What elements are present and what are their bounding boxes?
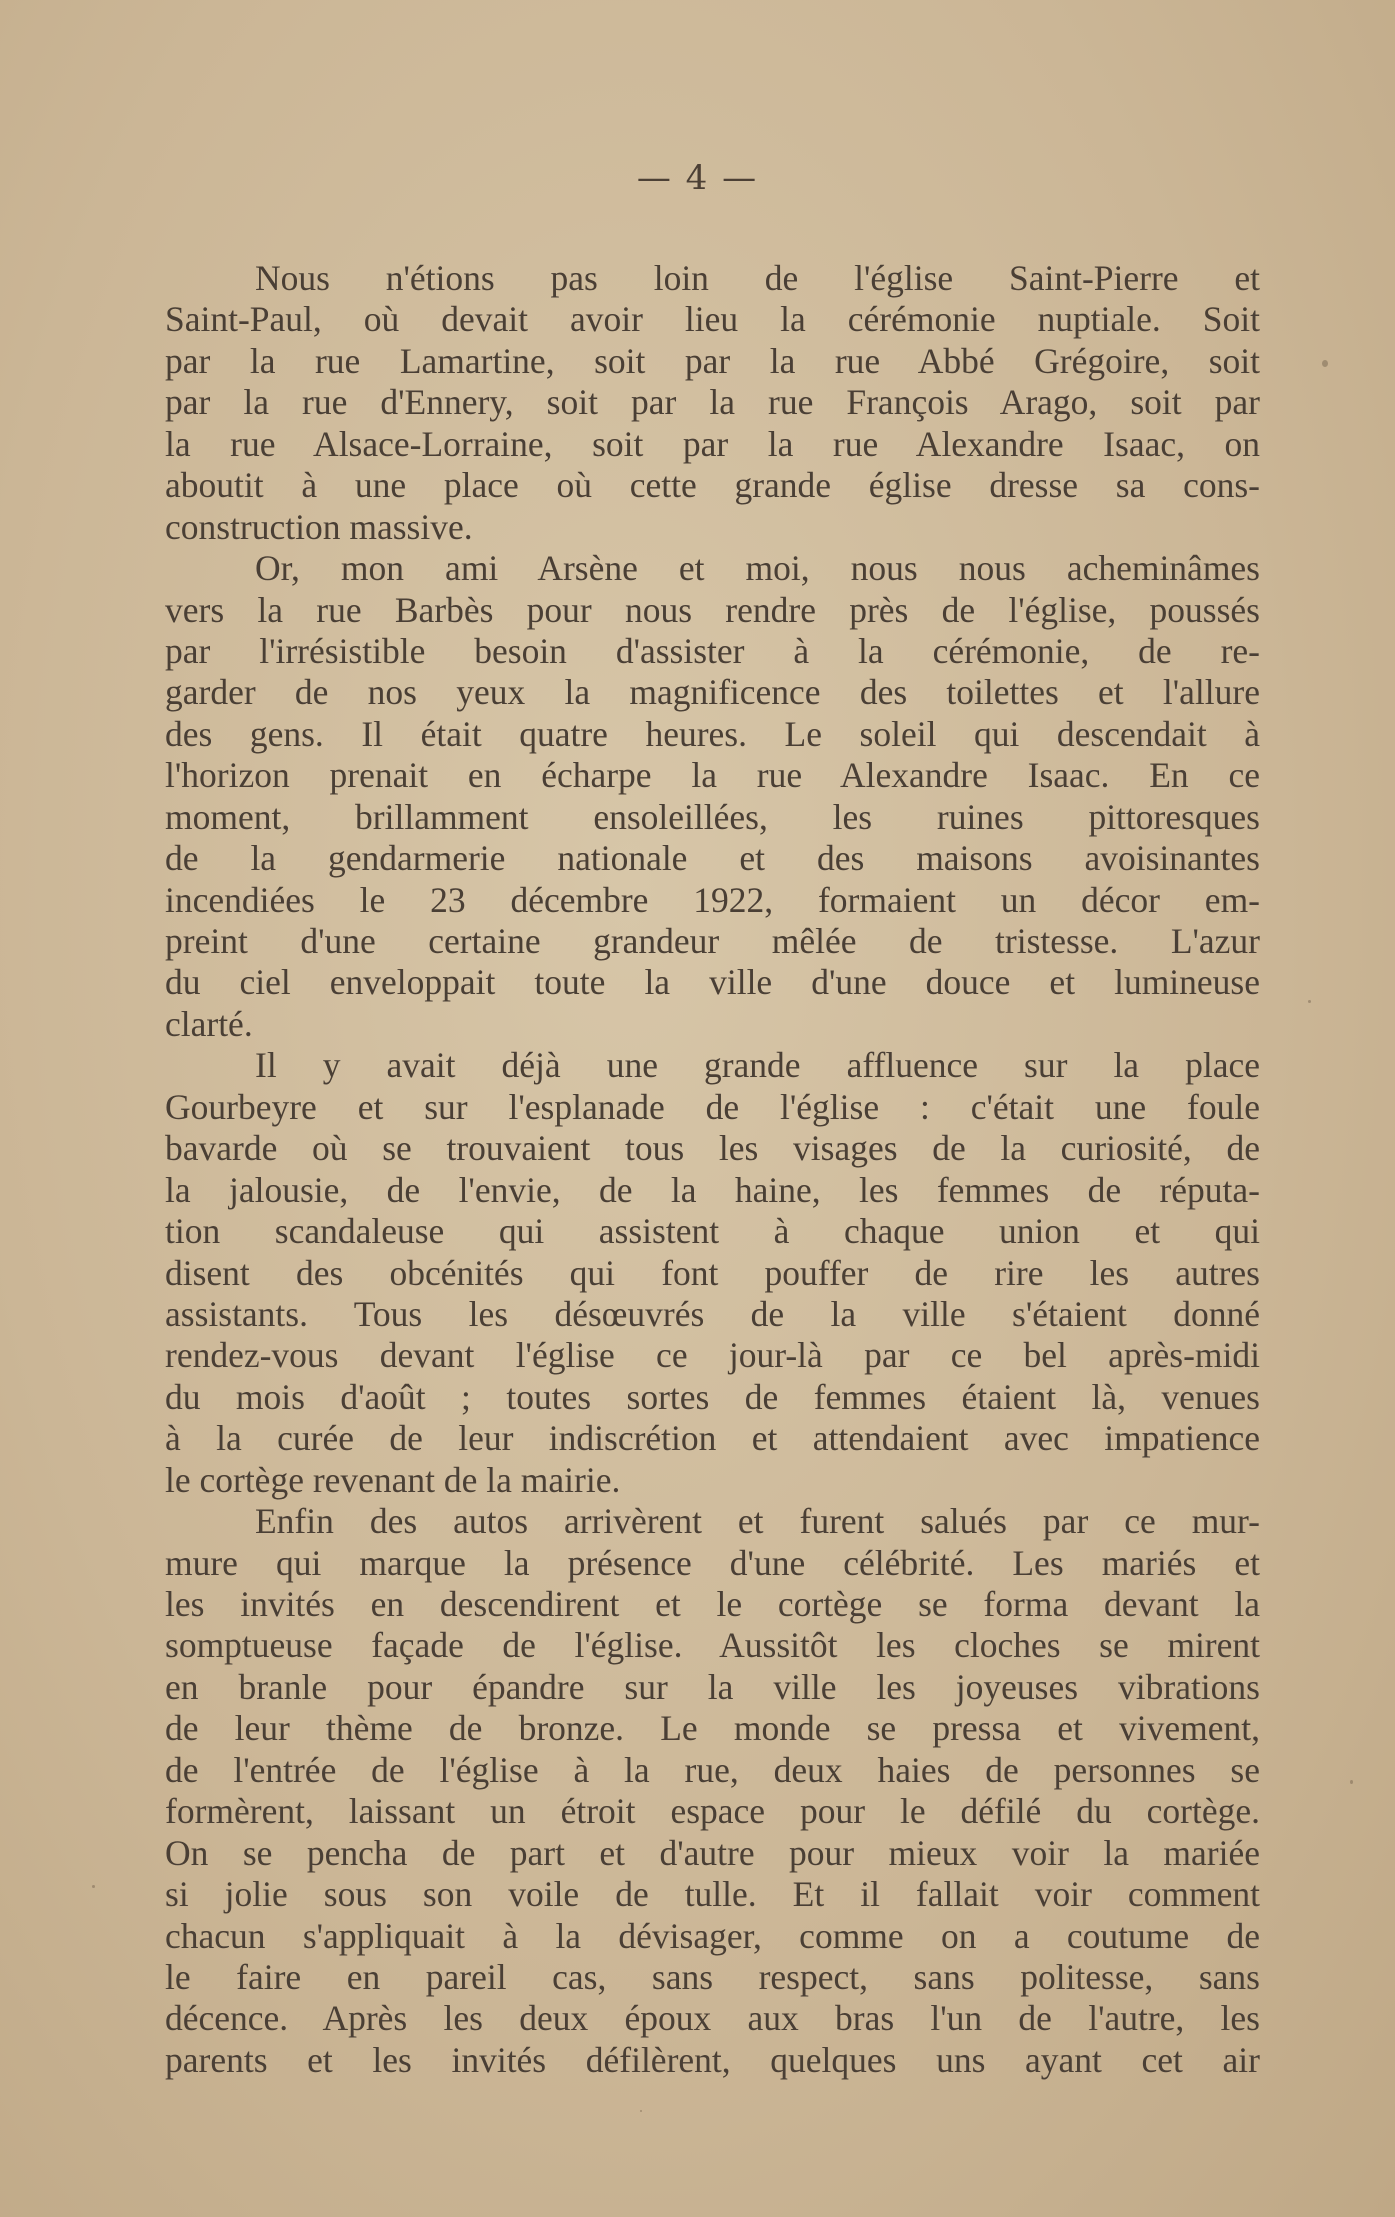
text-line: parents et les invités défilèrent, quelques uns ayant cet air	[165, 2039, 1260, 2080]
text-line: par la rue Lamartine, soit par la rue Abbé Grégoire, soit	[165, 340, 1260, 381]
paper-speck	[92, 1885, 95, 1888]
text-line: mure qui marque la présence d'une célébrité. Les mariés et	[165, 1542, 1260, 1583]
text-line: moment, brillamment ensoleillées, les ruines pittoresques	[165, 796, 1260, 837]
text-line: en branle pour épandre sur la ville les joyeuses vibrations	[165, 1666, 1260, 1707]
text-line: par la rue d'Ennery, soit par la rue François Arago, soit par	[165, 382, 1260, 423]
text-line: rendez-vous devant l'église ce jour-là par ce bel après-midi	[165, 1335, 1260, 1376]
text-line: des gens. Il était quatre heures. Le soleil qui descendait à	[165, 713, 1260, 754]
text-line: Or, mon ami Arsène et moi, nous nous acheminâmes	[255, 548, 1260, 589]
text-line: preint d'une certaine grandeur mêlée de tristesse. L'azur	[165, 921, 1260, 961]
text-line: du ciel enveloppait toute la ville d'une douce et lumineuse	[165, 962, 1260, 1003]
text-line: Il y avait déjà une grande affluence sur la place	[255, 1045, 1260, 1086]
text-line: du mois d'août ; toutes sortes de femmes étaient là, venues	[165, 1376, 1260, 1417]
paper-speck	[1322, 360, 1328, 367]
text-line: vers la rue Barbès pour nous rendre près de l'église, poussés	[165, 589, 1260, 630]
text-line: incendiées le 23 décembre 1922, formaient un décor em-	[165, 879, 1260, 920]
text-line: si jolie sous son voile de tulle. Et il fallait voir comment	[165, 1874, 1260, 1915]
text-line: formèrent, laissant un étroit espace pour le défilé du cortège.	[165, 1791, 1260, 1832]
text-line: la jalousie, de l'envie, de la haine, les femmes de réputa-	[165, 1169, 1260, 1210]
text-line: de l'entrée de l'église à la rue, deux haies de personnes se	[165, 1749, 1260, 1790]
text-line: Nous n'étions pas loin de l'église Saint-Pierre et	[255, 258, 1260, 298]
text-line: somptueuse façade de l'église. Aussitôt les cloches se mirent	[165, 1625, 1260, 1666]
text-line: On se pencha de part et d'autre pour mieux voir la mariée	[165, 1832, 1260, 1873]
text-line: construction massive.	[165, 506, 473, 547]
text-line: Saint-Paul, où devait avoir lieu la cérémonie nuptiale. Soit	[165, 299, 1260, 340]
text-line: décence. Après les deux époux aux bras l'un de l'autre, les	[165, 1998, 1260, 2039]
text-line: bavarde où se trouvaient tous les visages de la curiosité, de	[165, 1128, 1260, 1169]
paper-speck	[1308, 1000, 1311, 1003]
page-number: — 4 —	[636, 158, 759, 198]
text-line: de la gendarmerie nationale et des maisons avoisinantes	[165, 838, 1260, 879]
text-line: par l'irrésistible besoin d'assister à la cérémonie, de re-	[165, 630, 1260, 671]
text-line: le cortège revenant de la mairie.	[165, 1459, 621, 1500]
text-line: la rue Alsace-Lorraine, soit par la rue Alexandre Isaac, on	[165, 423, 1260, 464]
text-line: chacun s'appliquait à la dévisager, comme on a coutume de	[165, 1915, 1260, 1956]
text-line: garder de nos yeux la magnificence des toilettes et l'allure	[165, 672, 1260, 713]
text-line: Gourbeyre et sur l'esplanade de l'église : c'était une foule	[165, 1086, 1260, 1127]
text-line: Enfin des autos arrivèrent et furent salués par ce mur-	[255, 1501, 1260, 1542]
text-line: disent des obcénités qui font pouffer de rire les autres	[165, 1252, 1260, 1293]
paper-speck	[1350, 1780, 1353, 1784]
text-line: le faire en pareil cas, sans respect, sans politesse, sans	[165, 1956, 1260, 1997]
body-text	[165, 258, 1260, 2081]
text-line: aboutit à une place où cette grande église dresse sa cons-	[165, 465, 1260, 506]
text-line: tion scandaleuse qui assistent à chaque union et qui	[165, 1211, 1260, 1252]
paper-speck	[640, 2110, 642, 2112]
text-line: l'horizon prenait en écharpe la rue Alexandre Isaac. En ce	[165, 755, 1260, 796]
text-line: à la curée de leur indiscrétion et attendaient avec impatience	[165, 1418, 1260, 1459]
text-line: clarté.	[165, 1003, 253, 1044]
text-line: les invités en descendirent et le cortège se forma devant la	[165, 1584, 1260, 1624]
text-line: de leur thème de bronze. Le monde se pressa et vivement,	[165, 1708, 1260, 1749]
text-line: assistants. Tous les désœuvrés de la ville s'étaient donné	[165, 1293, 1260, 1334]
